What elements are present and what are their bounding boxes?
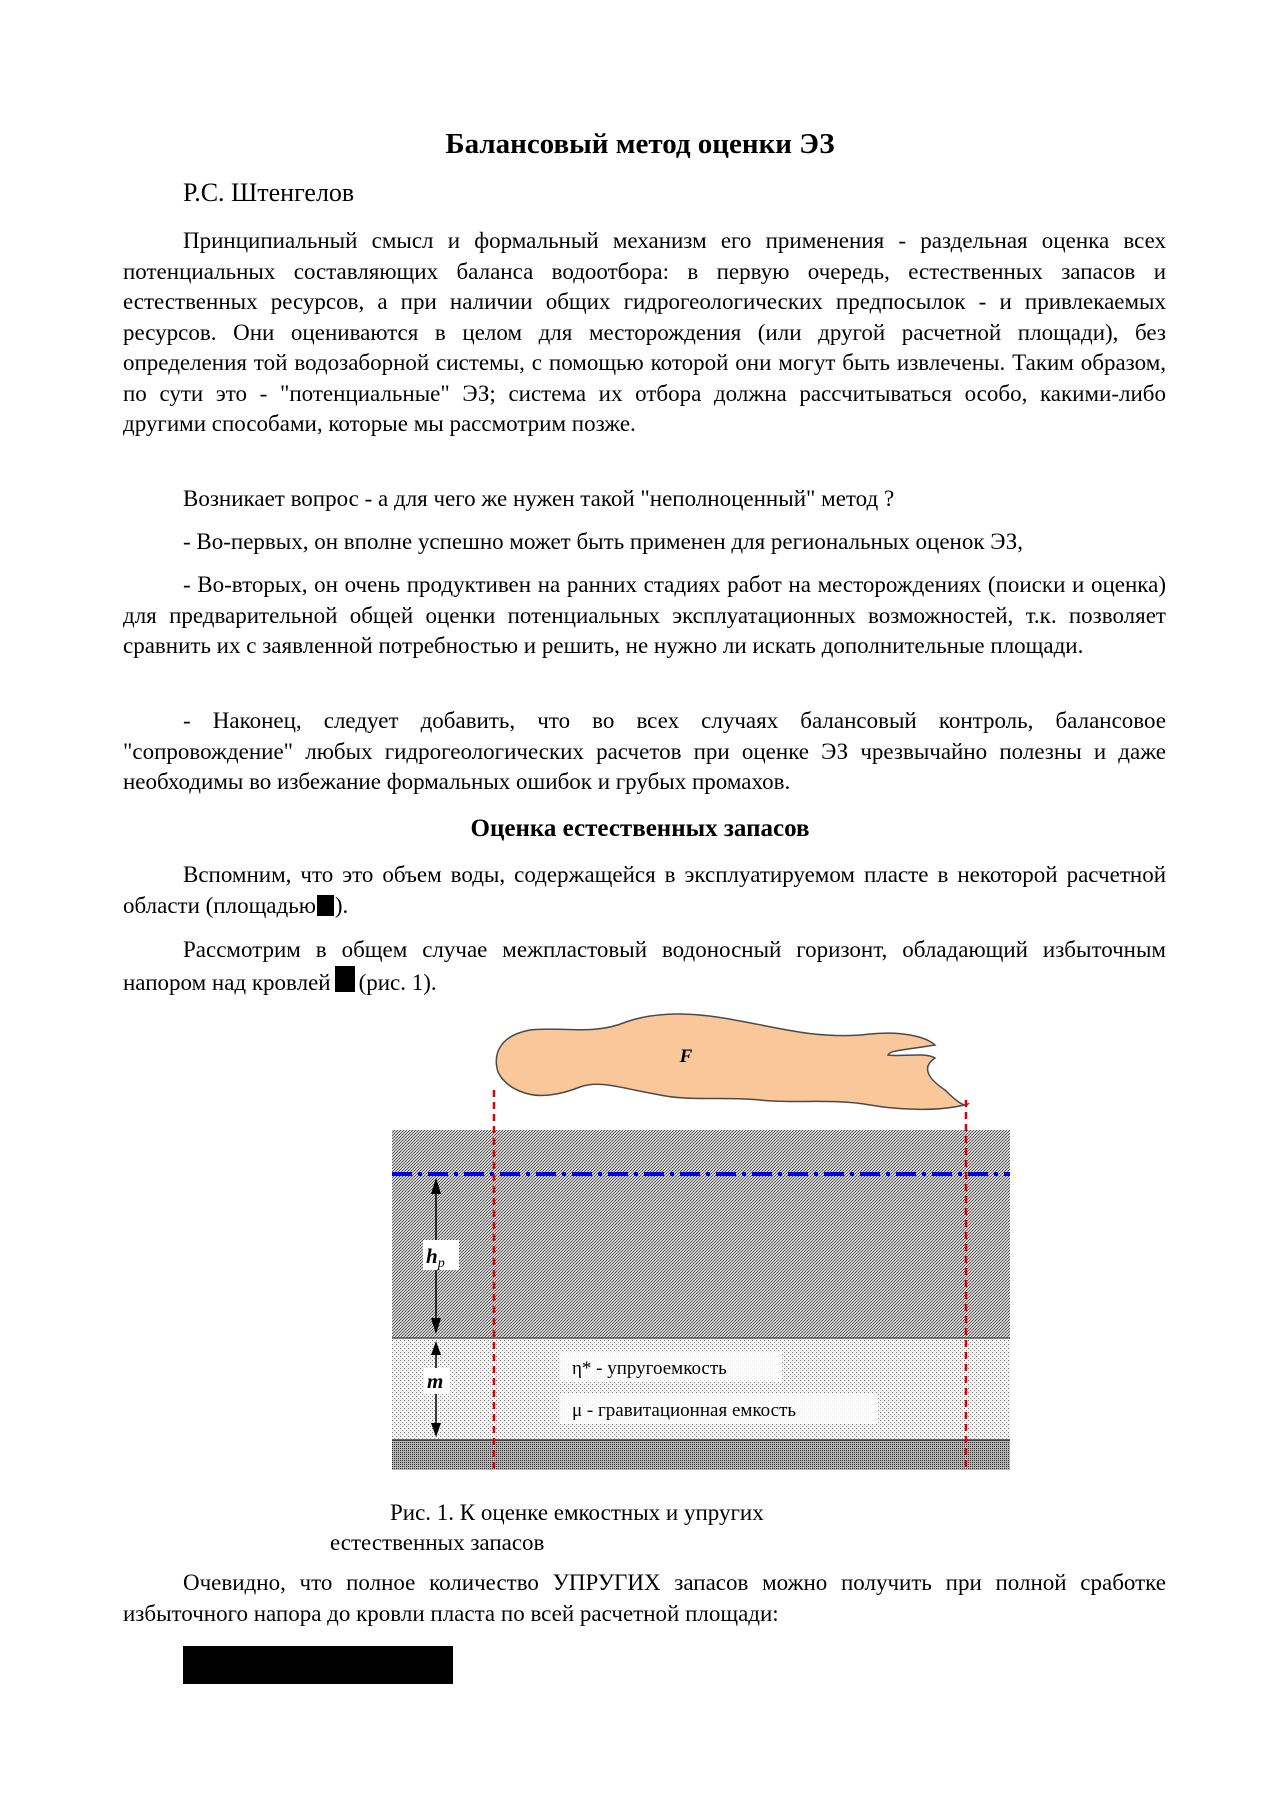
figure-caption-line1: Рис. 1. К оценке емкостных и упругих — [390, 1500, 764, 1525]
figure-caption-line2: естественных запасов — [330, 1530, 545, 1555]
paragraph-question: Возникает вопрос - а для чего же нужен такой "неполноценный" метод ? — [183, 486, 895, 511]
thickness-label: m — [427, 1369, 444, 1393]
area-label: F — [679, 1046, 693, 1067]
head-label: hp — [426, 1244, 445, 1271]
paragraph-natural-reserves-text: Вспомним, что это объем воды, содержащейся в эксплуатируемом пласте в некоторой расчетной области (площадью — [123, 862, 1166, 918]
gravity-storage-label: μ - гравитационная емкость — [572, 1400, 797, 1421]
lower-confining-layer — [392, 1440, 1010, 1470]
paragraph-finally: - Наконец, следует добавить, что во всех случаях балансовый контроль, балансовое "сопровождение" любых гидрогеологических расчетов при оценке ЭЗ чрезвычайно полезны и даже необходимы во избежание формальных ошибок и грубых промахов. — [123, 708, 1166, 794]
figure-caption — [330, 1498, 960, 1558]
paragraph-natural-reserves-end: ). — [334, 892, 349, 918]
elastic-storage-label: η* - упругоемкость — [572, 1358, 727, 1379]
upper-confining-layer — [392, 1130, 1010, 1338]
paragraph-first: - Во-первых, он вполне успешно может быть применен для региональных оценок ЭЗ, — [183, 529, 1024, 554]
paragraph-aquifer-text: Рассмотрим в общем случае межпластовый водоносный горизонт, обладающий избыточным напором над кровлей — [123, 937, 1166, 995]
paragraph-elastic-reserves: Очевидно, что полное количество УПРУГИХ запасов можно получить при полной сработке избыточного напора до кровли пласта по всей расчетной площади: — [123, 1570, 1166, 1626]
author: Р.С. Штенгелов — [183, 178, 355, 207]
paragraph-second: - Во-вторых, он очень продуктивен на ранних стадиях работ на месторождениях (поиски и оценка) для предварительной общей оценки потенциальных эксплуатационных возможностей, т.к. позволяет сравнить их с заявленной потребностью и решить, не нужно ли искать дополнительные площади. — [123, 572, 1166, 658]
area-shape — [496, 1014, 968, 1109]
section-heading: Оценка естественных запасов — [470, 815, 810, 842]
formula-placeholder — [183, 1646, 453, 1684]
document-title: Балансовый метод оценки ЭЗ — [445, 128, 835, 160]
paragraph-principle: Принципиальный смысл и формальный механизм его применения - раздельная оценка всех потенциальных составляющих баланса водоотбора: в первую очередь, естественных запасов и естественных ресурсов, а при наличии общих гидрогеологических предпосылок - и привлекаемых ресурсов. Они оцениваются в целом для месторождения (или другой расчетной площади), без определения той водозаборной системы, с помощью которой они могут быть извлечены. Таким образом, по сути это - "потенциальные" ЭЗ; система их отбора должна рассчитываться особо, какими-либо другими способами, которые мы рассмотрим позже. — [123, 228, 1166, 436]
paragraph-aquifer-end: (рис. 1). — [358, 969, 437, 995]
